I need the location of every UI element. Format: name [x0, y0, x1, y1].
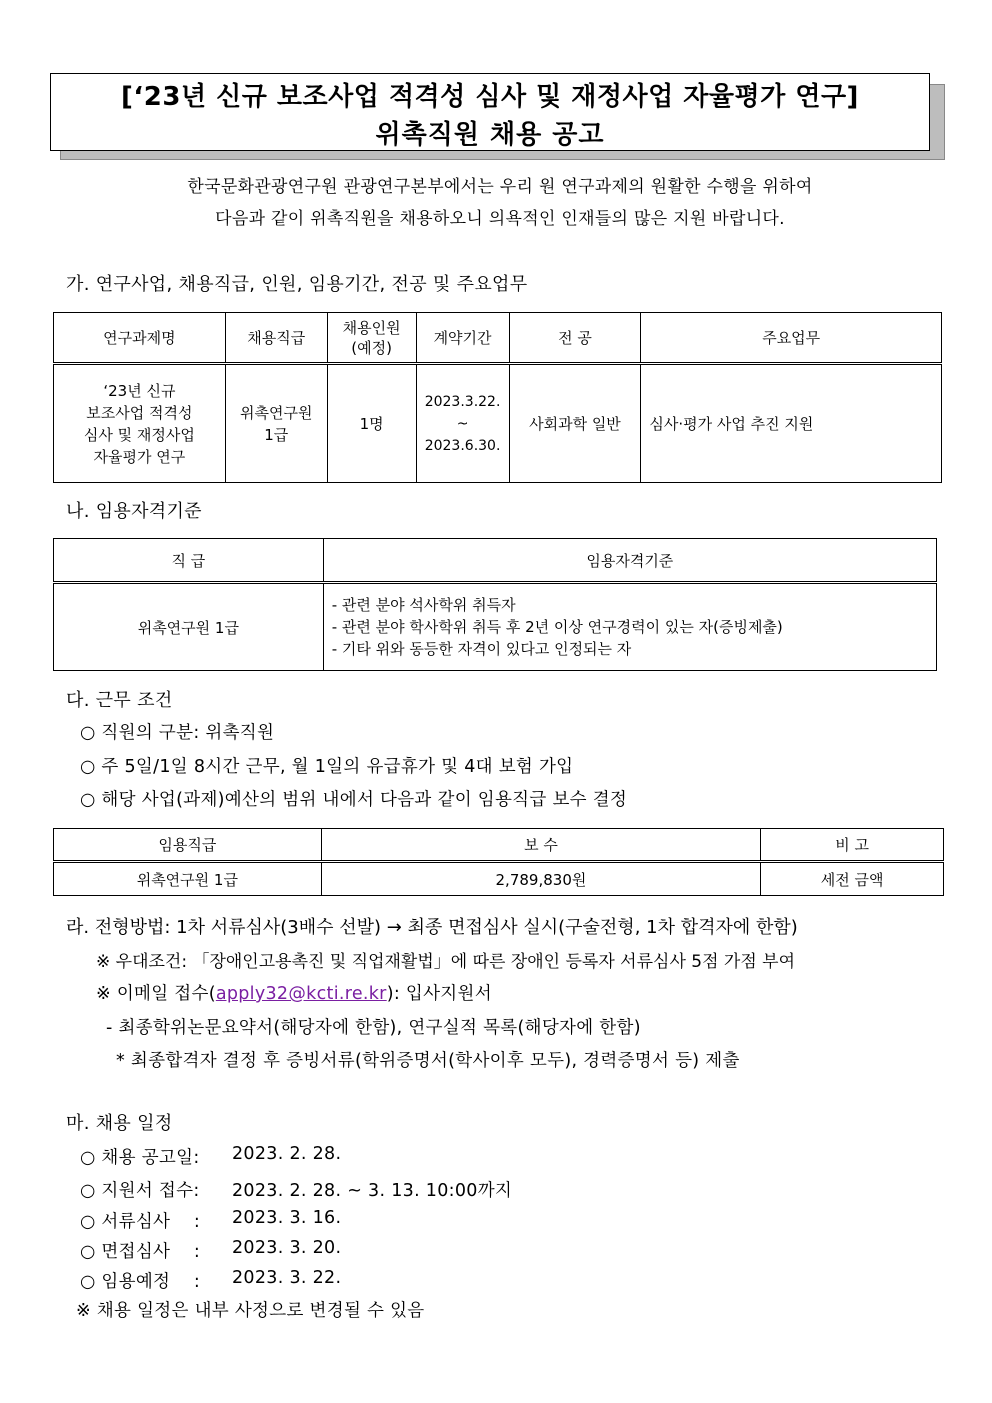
preference-note: ※ 우대조건: 「장애인고용촉진 및 직업재활법」에 따른 장애인 등록자 서류심사 5점 가점 부여: [96, 952, 795, 972]
schedule-value: 2023. 2. 28. ~ 3. 13. 10:00까지: [232, 1181, 513, 1201]
required-docs: - 최종학위논문요약서(해당자에 한함), 연구실적 목록(해당자에 한함): [106, 1018, 641, 1038]
cell-grade: 위촉연구원 1급: [54, 583, 324, 671]
schedule-label: ○ 지원서 접수:: [80, 1181, 200, 1201]
schedule-value: 2023. 3. 20.: [232, 1238, 342, 1258]
cell-major: 사회과학 일반: [509, 364, 641, 483]
header-position: 채용직급: [225, 313, 327, 364]
header-grade: 임용직급: [54, 829, 322, 862]
header-criteria: 임용자격기준: [323, 539, 936, 583]
table-row: [54, 364, 942, 483]
header-salary: 보 수: [321, 829, 761, 862]
research-table: [53, 312, 942, 483]
header-remarks: 비 고: [761, 829, 944, 862]
criteria-list: [323, 583, 936, 671]
cell-grade: 위촉연구원 1급: [54, 862, 322, 896]
schedule-label: ○ 면접심사 :: [80, 1242, 201, 1262]
schedule-value: 2023. 3. 16.: [232, 1208, 342, 1228]
schedule-value: 2023. 2. 28.: [232, 1144, 342, 1164]
section-c-heading: 다. 근무 조건: [66, 690, 173, 711]
cell-salary: 2,789,830원: [321, 862, 761, 896]
qualification-table: [53, 538, 937, 671]
schedule-value: 2023. 3. 22.: [232, 1268, 342, 1288]
cell-period: 2023.3.22. ~ 2023.6.30.: [416, 364, 509, 483]
section-b-heading: 나. 임용자격기준: [66, 501, 202, 522]
criteria-item: - 관련 분야 석사학위 취득자: [331, 596, 516, 614]
page-title: [‘23년 신규 보조사업 적격성 심사 및 재정사업 자율평가 연구]: [121, 82, 859, 112]
header-headcount: [327, 313, 416, 364]
final-note: * 최종합격자 결정 후 증빙서류(학위증명서(학사이후 모두), 경력증명서 등) 제출: [116, 1051, 740, 1071]
criteria-item: - 관련 분야 학사학위 취득 후 2년 이상 연구경력이 있는 자(증빙제출): [331, 618, 783, 636]
section-e-heading: 마. 채용 일정: [66, 1113, 173, 1134]
page-subtitle: 위촉직원 채용 공고: [375, 120, 605, 150]
condition-item: ○ 주 5일/1일 8시간 근무, 월 1일의 유급휴가 및 4대 보험 가입: [80, 757, 574, 777]
schedule-label: ○ 채용 공고일:: [80, 1148, 200, 1168]
header-headcount-text: 채용인원 (예정): [342, 318, 401, 357]
criteria-item: - 기타 위와 동등한 자격이 있다고 인정되는 자: [331, 640, 632, 658]
schedule-label: ○ 서류심사 :: [80, 1212, 201, 1232]
header-project: 연구과제명: [54, 313, 226, 364]
email-link[interactable]: apply32@kcti.re.kr: [215, 984, 387, 1004]
condition-item: ○ 직원의 구분: 위촉직원: [80, 723, 275, 743]
header-duties: 주요업무: [641, 313, 942, 364]
table-row: [54, 583, 937, 671]
email-prefix: ※ 이메일 접수(: [96, 984, 216, 1004]
salary-table: [53, 828, 944, 896]
schedule-note: ※ 채용 일정은 내부 사정으로 변경될 수 있음: [76, 1301, 425, 1321]
condition-item: ○ 해당 사업(과제)예산의 범위 내에서 다음과 같이 임용직급 보수 결정: [80, 790, 628, 810]
header-period: 계약기간: [416, 313, 509, 364]
header-major: 전 공: [509, 313, 641, 364]
email-suffix: ): 입사지원서: [386, 984, 492, 1004]
intro-line-2: 다음과 같이 위촉직원을 채용하오니 의욕적인 인재들의 많은 지원 바랍니다.: [215, 209, 785, 229]
section-a-heading: 가. 연구사업, 채용직급, 인원, 임용기간, 전공 및 주요업무: [66, 274, 528, 295]
table-row: [54, 862, 944, 896]
header-grade: 직 급: [54, 539, 324, 583]
cell-position: 위촉연구원 1급: [225, 364, 327, 483]
email-instruction: [96, 980, 492, 1005]
cell-remarks: 세전 금액: [761, 862, 944, 896]
cell-headcount: 1명: [327, 364, 416, 483]
intro-line-1: 한국문화관광연구원 관광연구본부에서는 우리 원 연구과제의 원활한 수행을 위하여: [187, 177, 813, 197]
schedule-label: ○ 임용예정 :: [80, 1272, 201, 1292]
cell-duties: 심사·평가 사업 추진 지원: [641, 364, 942, 483]
section-d-heading: 라. 전형방법: 1차 서류심사(3배수 선발) → 최종 면접심사 실시(구술전형, 1차 합격자에 한함): [66, 917, 798, 938]
cell-project: ‘23년 신규 보조사업 적격성 심사 및 재정사업 자율평가 연구: [54, 364, 226, 483]
